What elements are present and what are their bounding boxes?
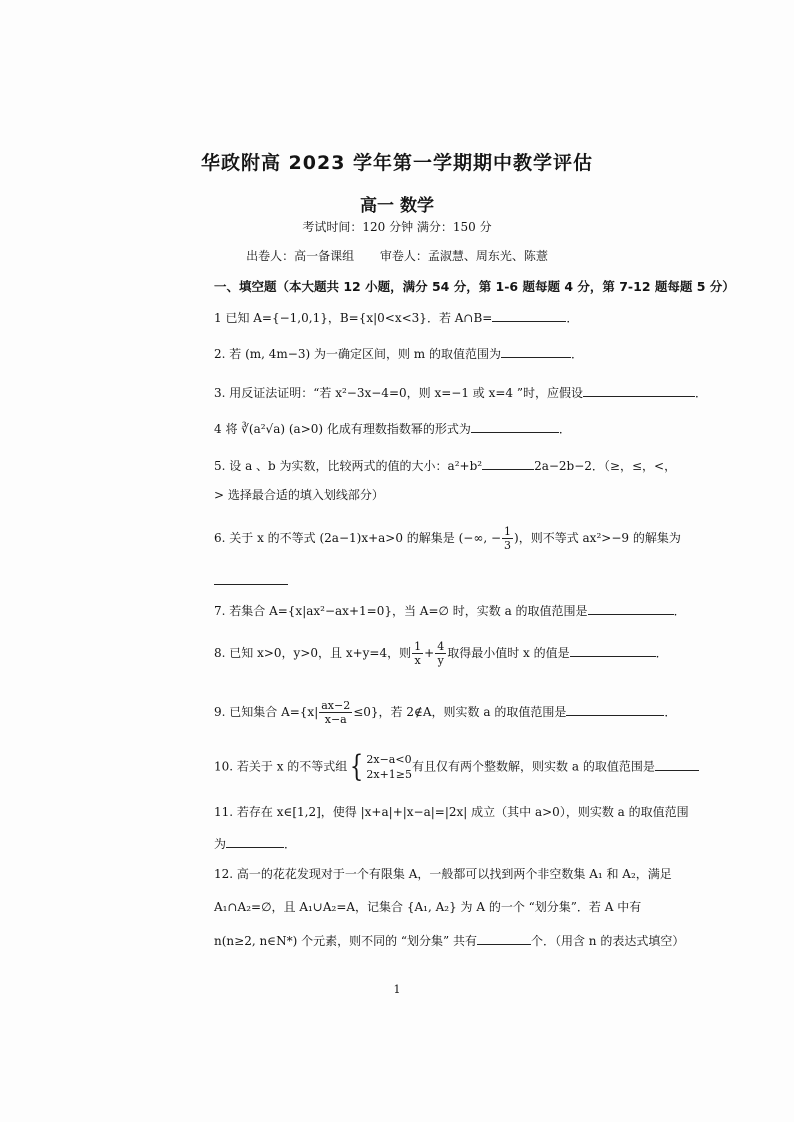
question-6: 6. 关于 x 的不等式 (2a−1)x+a>0 的解集是 (−∞, − $\frac{1}{3}$ )，则不等式 ax²>−9 的解集为 [214, 525, 681, 552]
answer-blank [570, 644, 656, 657]
question-7: 7. 若集合 A={x|ax²−ax+1=0}，当 A=∅ 时，实数 a 的取值范围是 ． [214, 604, 686, 618]
brace-icon: { [350, 749, 364, 784]
question-11: 11. 若存在 x∈[1,2]，使得 |x+a|+|x−a|=|2x| 成立（其中 a>0），则实数 a 的取值范围 [214, 805, 689, 819]
fraction: $\frac{4}{y}$ [437, 640, 445, 667]
exam-author: 出卷人：高一备课组 [246, 249, 355, 263]
question-2: 2. 若 (m, 4m−3) 为一确定区间，则 m 的取值范围为 ． [214, 347, 583, 361]
answer-blank [471, 420, 559, 433]
answer-blank [492, 309, 566, 322]
fraction: $\frac{ax-2}{x-a}$ [321, 699, 351, 726]
exam-staff [0, 247, 794, 264]
question-3: 3. 用反证法证明：“若 x²−3x−4=0，则 x=−1 或 x=4 ”时，应假设 ． [214, 386, 708, 400]
answer-blank [655, 758, 699, 771]
question-8: 8. 已知 x>0，y>0，且 x+y=4，则 $\frac{1}{x}$ + $\frac{4}{y}$ 取得最小值时 x 的值是 ． [214, 640, 668, 667]
answer-blank [588, 602, 674, 615]
inequality-system: 2x−a<0 2x+1≥5 [366, 753, 413, 781]
page-number: 1 [393, 983, 401, 996]
answer-blank [482, 457, 534, 470]
section-title: 一、填空题（本大题共 12 小题，满分 54 分，第 1-6 题每题 4 分，第 7-12 题每题 5 分） [214, 279, 735, 294]
question-12: 12. 高一的花花发现对于一个有限集 A，一般都可以找到两个非空数集 A₁ 和 A₂，满足 [214, 867, 672, 881]
answer-blank [566, 703, 664, 716]
exam-info: 考试时间：120 分钟 满分：150 分 [302, 220, 492, 234]
answer-blank [501, 345, 571, 358]
fraction: $\frac{1}{x}$ [414, 640, 422, 667]
exam-reviewer: 审卷人：孟淑慧、周东光、陈薏 [379, 249, 548, 263]
answer-blank [477, 932, 531, 945]
question-11-cont: 为 ． [214, 837, 297, 851]
answer-blank [226, 835, 284, 848]
answer-blank [214, 572, 288, 585]
question-5: 5. 设 a 、b 为实数，比较两式的值的大小：a²+b² 2a−2b−2．（≥，≤，<， [214, 459, 677, 473]
question-1: 1 已知 A={−1,0,1}，B={x|0<x<3}．若 A∩B= ． [214, 311, 579, 325]
question-9: 9. 已知集合 A={x| $\frac{ax-2}{x-a}$ ≤0}，若 2∉A，则实数 a 的取值范围是 ． [214, 699, 677, 726]
exam-subject: 高一 数学 [360, 196, 434, 216]
exam-title: 华政附高 2023 学年第一学期期中教学评估 [200, 152, 594, 174]
question-6-answer-line [214, 572, 288, 589]
question-12-line3: n(n≥2, n∈N*) 个元素，则不同的 “划分集” 共有 个．（用含 n 的表达式填空） [214, 934, 685, 948]
question-10: 10. 若关于 x 的不等式组{ 2x−a<0 2x+1≥5 有且仅有两个整数解，则实数 a 的取值范围是 [214, 752, 699, 782]
fraction: $\frac{1}{3}$ [504, 525, 512, 552]
question-4: 4 将 ∛(a²√a) (a>0) 化成有理数指数幂的形式为 ． [214, 422, 571, 436]
answer-blank [583, 384, 695, 397]
question-5-cont: > 选择最合适的填入划线部分） [214, 488, 384, 502]
question-12-line2: A₁∩A₂=∅，且 A₁∪A₂=A，记集合 {A₁, A₂} 为 A 的一个 “划分集”．若 A 中有 [214, 900, 642, 914]
